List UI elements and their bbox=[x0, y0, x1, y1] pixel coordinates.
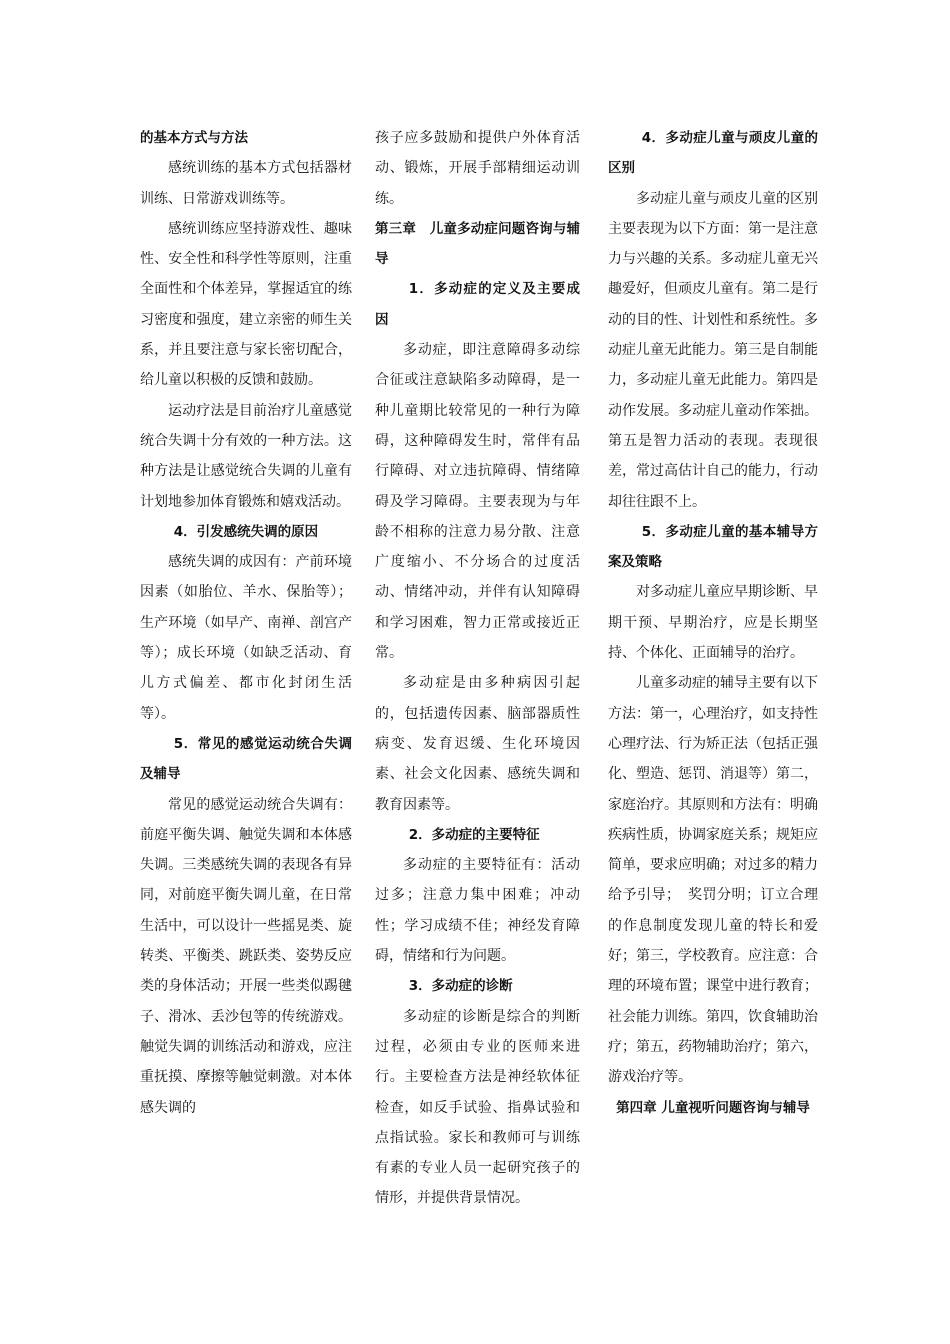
paragraph: 孩子应多鼓励和提供户外体育活动、锻炼，开展手部精细运动训练。 bbox=[375, 130, 580, 207]
paragraph: 常见的感觉运动统合失调有：前庭平衡失调、触觉失调和本体感失调。三类感统失调的表现各有异同，对前庭平衡失调儿童，在日常生活中，可以设计一些摇晃类、旋转类、平衡类、跳跃类、姿势反应类的身体活动；开展一些类似踢毽子、滑冰、丢沙包等的传统游戏。触觉失调的训练活动和游戏，应注重抚摸、摩擦等触觉刺激。对本体感失调的 bbox=[140, 796, 352, 1116]
section-heading: 5．多动症儿童的基本辅导方案及策略 bbox=[608, 523, 818, 571]
paragraph: 多动症儿童与顽皮儿童的区别主要表现为以下方面：第一是注意力与兴趣的关系。多动症儿童无兴趣爱好，但顽皮儿童有。第二是行动的目的性、计划性和系统性。多动症儿童无此能力。第三是自制能力，多动症儿童无此能力。第四是动作发展。多动症儿童动作笨拙。第五是智力活动的表现。表现很差，常过高估计自己的能力，行动却往往跟不上。 bbox=[608, 190, 818, 510]
paragraph: 多动症的主要特征有：活动过多；注意力集中困难；冲动性；学习成绩不佳；神经发育障碍，情绪和行为问题。 bbox=[375, 857, 580, 965]
paragraph: 感统失调的成因有：产前环境因素（如胎位、羊水、保胎等）；生产环境（如早产、南禅、剖宫产等）；成长环境（如缺乏活动、育儿方式偏差、都市化封闭生活等）。 bbox=[140, 554, 352, 722]
paragraph: 多动症，即注意障碍多动综合征或注意缺陷多动障碍，是一种儿童期比较常见的一种行为障碍，这种障碍发生时，常伴有品行障碍、对立违抗障碍、情绪障碍及学习障碍。主要表现为与年龄不相称的注意力易分散、注意广度缩小、不分场合的过度活动、情绪冲动，并伴有认知障碍和学习困难，智力正常或接近正常。 bbox=[375, 342, 580, 662]
section-heading: 2．多动症的主要特征 bbox=[408, 826, 540, 843]
paragraph: 多动症的诊断是综合的判断过程，必须由专业的医师来进行。主要检查方法是神经软体征检查，如反手试验、指鼻试验和点指试验。家长和教师可与训练有素的专业人员一起研究孩子的情形，并提供背景情况。 bbox=[375, 1008, 580, 1207]
chapter-heading: 第四章 儿童视听问题咨询与辅导 bbox=[616, 1099, 810, 1116]
paragraph: 运动疗法是目前治疗儿童感觉统合失调十分有效的一种方法。这种方法是让感觉统合失调的儿童有计划地参加体育锻炼和嬉戏活动。 bbox=[140, 402, 352, 510]
paragraph: 对多动症儿童应早期诊断、早期干预、早期治疗，应是长期坚持、个体化、正面辅导的治疗。 bbox=[608, 584, 818, 662]
chapter-heading: 第三章 儿童多动症问题咨询与辅导 bbox=[375, 220, 580, 268]
section-heading: 的基本方式与方法 bbox=[140, 130, 248, 146]
section-heading: 1．多动症的定义及主要成因 bbox=[375, 281, 580, 328]
column-3 bbox=[608, 123, 818, 1123]
paragraph: 感统训练应坚持游戏性、趣味性、安全性和科学性等原则，注重全面性和个体差异，掌握适宜的练习密度和强度，建立亲密的师生关系，并且要注意与家长密切配合，给儿童以积极的反馈和鼓励。 bbox=[140, 220, 352, 389]
section-heading: 5．常见的感觉运动统合失调及辅导 bbox=[140, 735, 352, 783]
paragraph: 儿童多动症的辅导主要有以下方法：第一，心理治疗，如支持性心理疗法、行为矫正法（包括正强化、塑造、惩罚、消退等）第二，家庭治疗。其原则和方法有：明确疾病性质，协调家庭关系；规矩应简单，要求应明确；对过多的精力给予引导； 奖罚分明；订立合理的作息制度发现儿童的特长和爱好；第三，学校教育。应注意：合理的环境布置；课堂中进行教育；社会能力训练。第四，饮食辅助治疗；第五，药物辅助治疗；第六，游戏治疗等。 bbox=[608, 675, 818, 1086]
column-2 bbox=[375, 123, 580, 1214]
paragraph: 多动症是由多种病因引起的，包括遗传因素、脑部器质性病变、发育迟缓、生化环境因素、社会文化因素、感统失调和教育因素等。 bbox=[375, 675, 580, 813]
section-heading: 4．多动症儿童与顽皮儿童的区别 bbox=[608, 130, 818, 177]
section-heading: 3．多动症的诊断 bbox=[408, 978, 513, 995]
paragraph: 感统训练的基本方式包括器材训练、日常游戏训练等。 bbox=[140, 160, 352, 207]
section-heading: 4．引发感统失调的原因 bbox=[173, 523, 319, 540]
column-1 bbox=[140, 123, 352, 1123]
